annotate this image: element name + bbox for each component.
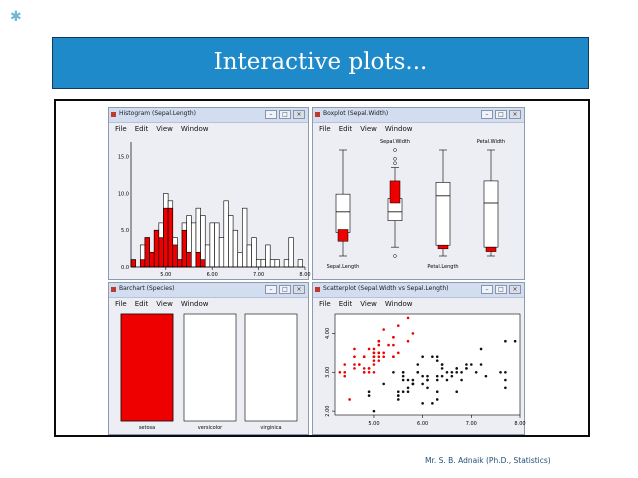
scatter-point: [455, 367, 458, 370]
close-button[interactable]: ×: [509, 285, 521, 294]
histogram-bar: [261, 260, 266, 267]
histogram-bar: [256, 260, 261, 267]
scatter-point: [416, 363, 419, 366]
box-footer-label: Petal.Length: [427, 264, 459, 270]
box-selected: [390, 181, 400, 203]
boxplot-window: [312, 107, 525, 280]
app-icon: [111, 112, 116, 117]
menu-window[interactable]: Window: [180, 300, 209, 308]
scatter-point: [402, 390, 405, 393]
app-icon: [315, 112, 320, 117]
scatter-point: [436, 359, 439, 362]
y-tick-label: 10.0: [117, 191, 129, 198]
y-tick-label: 2.00: [325, 405, 331, 417]
x-tick-label: 8.00: [299, 272, 311, 278]
histogram-bar: [224, 201, 229, 267]
scatter-point: [407, 387, 410, 390]
scatter-point: [441, 363, 444, 366]
menu-view[interactable]: View: [156, 125, 173, 133]
y-tick-label: 5.0: [121, 228, 129, 235]
scatter-point: [343, 371, 346, 374]
scatter-point: [407, 317, 410, 320]
scatter-point: [421, 402, 424, 405]
scatter-point: [451, 371, 454, 374]
scatter-point: [407, 340, 410, 343]
histogram-bar: [228, 216, 233, 267]
menu-view[interactable]: View: [360, 125, 377, 133]
histogram-bar: [201, 216, 206, 267]
menu-edit[interactable]: Edit: [134, 125, 149, 133]
bar-selected: [121, 314, 173, 421]
x-tick-label: 5.00: [160, 272, 172, 278]
scatter-point: [373, 371, 376, 374]
plot-area: [335, 314, 520, 415]
box-outlier: [394, 162, 397, 165]
x-tick-label: 6.00: [417, 421, 429, 427]
box-outlier: [394, 149, 397, 152]
scatter-point: [436, 390, 439, 393]
scatter-point: [339, 371, 342, 374]
scatter-point: [426, 375, 429, 378]
histogram-bar: [252, 238, 257, 267]
scatter-point: [431, 355, 434, 358]
window-titlebar[interactable]: [109, 108, 308, 123]
scatter-point: [368, 371, 371, 374]
boxplot-chart[interactable]: [313, 136, 524, 279]
scatter-point: [455, 390, 458, 393]
minimize-button[interactable]: –: [481, 285, 493, 294]
scatter-point: [485, 375, 488, 378]
scatter-point: [378, 359, 381, 362]
scatter-point: [504, 340, 507, 343]
scatter-point: [465, 367, 468, 370]
barchart-window: [108, 282, 309, 435]
minimize-button[interactable]: –: [265, 285, 277, 294]
close-button[interactable]: ×: [509, 110, 521, 119]
scatter-point: [392, 371, 395, 374]
box-header-label: Sepal.Width: [380, 139, 410, 145]
histogram-bar-selected: [187, 252, 192, 267]
scatter-point: [441, 375, 444, 378]
y-tick-label: 3.00: [325, 366, 331, 378]
histogram-window: [108, 107, 309, 280]
window-titlebar[interactable]: [313, 108, 524, 123]
menu-window[interactable]: Window: [180, 125, 209, 133]
scatter-point: [397, 352, 400, 355]
x-tick-label: 6.00: [206, 272, 218, 278]
scatter-point: [514, 340, 517, 343]
scatter-point: [397, 394, 400, 397]
scatter-point: [470, 363, 473, 366]
x-tick-label: 7.00: [465, 421, 477, 427]
scatter-point: [412, 379, 415, 382]
histogram-bar-selected: [196, 252, 201, 267]
scatter-point: [363, 371, 366, 374]
minimize-button[interactable]: –: [481, 110, 493, 119]
box: [336, 194, 350, 232]
maximize-button[interactable]: □: [279, 110, 291, 119]
scatter-point: [368, 390, 371, 393]
x-tick-label: 8.00: [514, 421, 526, 427]
scatter-point: [407, 379, 410, 382]
window-title: Barchart (Species): [119, 285, 175, 292]
scatter-point: [426, 379, 429, 382]
window-title: Histogram (Sepal.Length): [119, 110, 196, 117]
scatter-point: [343, 375, 346, 378]
scatter-point: [378, 352, 381, 355]
box-selected: [338, 230, 348, 242]
histogram-bar: [270, 260, 275, 267]
y-tick-label: 0.0: [121, 265, 129, 271]
menu-file[interactable]: File: [319, 300, 331, 308]
scatter-point: [378, 344, 381, 347]
scatter-point: [436, 375, 439, 378]
histogram-bar-selected: [140, 260, 145, 267]
scatter-point: [382, 328, 385, 331]
bullet-star-icon: ✱: [10, 9, 22, 25]
scatter-point: [426, 387, 429, 390]
maximize-button[interactable]: □: [495, 285, 507, 294]
scatter-point: [436, 398, 439, 401]
box-footer-label: Sepal.Length: [326, 264, 360, 270]
minimize-button[interactable]: –: [265, 110, 277, 119]
scatter-point: [397, 398, 400, 401]
scatter-point: [436, 379, 439, 382]
histogram-bar: [191, 223, 196, 267]
scatter-point: [382, 383, 385, 386]
bar-category-label: setosa: [138, 425, 156, 431]
menubar: [115, 300, 209, 308]
histogram-bar: [266, 245, 271, 267]
scatterplot-chart[interactable]: [313, 311, 524, 434]
histogram-bar: [284, 260, 289, 267]
histogram-chart[interactable]: [109, 136, 311, 279]
histogram-bar: [205, 245, 210, 267]
scatter-point: [504, 371, 507, 374]
box: [436, 182, 450, 245]
scatter-point: [392, 355, 395, 358]
y-tick-label: 4.00: [325, 327, 331, 339]
scatter-point: [373, 359, 376, 362]
histogram-bar-selected: [173, 245, 178, 267]
histogram-bar: [298, 260, 303, 267]
bar: [245, 314, 297, 421]
barchart-chart[interactable]: [109, 311, 308, 434]
histogram-bar: [242, 208, 247, 267]
x-tick-label: 5.00: [368, 421, 380, 427]
scatterplot-window: [312, 282, 525, 435]
scatter-point: [378, 355, 381, 358]
window-titlebar[interactable]: [109, 283, 308, 298]
scatter-point: [353, 355, 356, 358]
scatter-point: [363, 355, 366, 358]
histogram-bar: [215, 223, 220, 267]
scatter-point: [446, 379, 449, 382]
scatter-point: [373, 410, 376, 413]
menu-window[interactable]: Window: [384, 125, 413, 133]
menubar: [115, 125, 209, 133]
histogram-bar-selected: [182, 230, 187, 267]
scatter-point: [460, 379, 463, 382]
scatter-point: [373, 355, 376, 358]
menu-view[interactable]: View: [360, 300, 377, 308]
histogram-bar: [289, 238, 294, 267]
scatter-point: [436, 355, 439, 358]
app-icon: [111, 287, 116, 292]
histogram-bar-selected: [159, 238, 164, 267]
scatter-point: [387, 344, 390, 347]
scatter-point: [373, 363, 376, 366]
histogram-bar-selected: [131, 260, 136, 267]
histogram-bar-selected: [154, 230, 159, 267]
footer-author: Mr. S. B. Adnaik (Ph.D., Statistics): [425, 456, 551, 465]
box-selected: [486, 247, 496, 251]
scatter-point: [343, 363, 346, 366]
scatter-point: [397, 324, 400, 327]
scatter-point: [431, 402, 434, 405]
scatter-point: [373, 352, 376, 355]
scatter-point: [416, 371, 419, 374]
maximize-button[interactable]: □: [495, 110, 507, 119]
scatter-point: [455, 371, 458, 374]
scatter-point: [392, 336, 395, 339]
scatter-point: [402, 379, 405, 382]
scatter-point: [475, 371, 478, 374]
scatter-point: [378, 340, 381, 343]
scatter-point: [412, 332, 415, 335]
slide-title: Interactive plots...: [213, 49, 428, 75]
menubar: [319, 300, 413, 308]
scatter-point: [363, 367, 366, 370]
box-selected: [438, 245, 448, 249]
scatter-point: [382, 355, 385, 358]
scatter-point: [504, 379, 507, 382]
bar-category-label: virginica: [260, 425, 282, 431]
y-tick-label: 15.0: [117, 154, 129, 161]
scatter-point: [358, 363, 361, 366]
x-tick-label: 7.00: [253, 272, 265, 278]
scatter-point: [412, 383, 415, 386]
scatter-point: [421, 375, 424, 378]
scatter-point: [407, 390, 410, 393]
scatter-point: [353, 348, 356, 351]
window-titlebar[interactable]: [313, 283, 524, 298]
box: [484, 181, 498, 247]
scatter-point: [446, 371, 449, 374]
scatter-point: [402, 371, 405, 374]
scatter-point: [480, 348, 483, 351]
scatter-point: [397, 390, 400, 393]
maximize-button[interactable]: □: [279, 285, 291, 294]
histogram-bar: [210, 223, 215, 267]
scatter-point: [504, 387, 507, 390]
scatter-point: [421, 383, 424, 386]
menu-edit[interactable]: Edit: [338, 125, 353, 133]
scatter-point: [465, 363, 468, 366]
scatter-point: [480, 363, 483, 366]
close-button[interactable]: ×: [293, 110, 305, 119]
histogram-bar-selected: [177, 260, 182, 267]
slide-title-bar: [52, 37, 589, 89]
window-title: Scatterplot (Sepal.Width vs Sepal.Length): [323, 285, 449, 292]
scatter-point: [451, 375, 454, 378]
scatter-point: [460, 371, 463, 374]
scatter-point: [353, 363, 356, 366]
menubar: [319, 125, 413, 133]
scatter-point: [421, 355, 424, 358]
box-outlier: [394, 157, 397, 160]
scatter-point: [382, 352, 385, 355]
histogram-bar-selected: [201, 260, 206, 267]
histogram-bar: [238, 252, 243, 267]
scatter-point: [368, 394, 371, 397]
menu-file[interactable]: File: [115, 125, 127, 133]
box-outlier: [394, 255, 397, 258]
screenshot-frame: [54, 99, 590, 437]
menu-file[interactable]: File: [319, 125, 331, 133]
window-title: Boxplot (Sepal.Width): [323, 110, 389, 117]
menu-view[interactable]: View: [156, 300, 173, 308]
bar-category-label: versicolor: [197, 425, 223, 431]
scatter-point: [368, 367, 371, 370]
menu-window[interactable]: Window: [384, 300, 413, 308]
scatter-point: [392, 344, 395, 347]
app-icon: [315, 287, 320, 292]
histogram-bar: [233, 230, 238, 267]
box-header-label: Petal.Width: [476, 139, 506, 145]
scatter-point: [348, 398, 351, 401]
scatter-point: [353, 367, 356, 370]
histogram-bar-selected: [150, 252, 155, 267]
scatter-point: [499, 371, 502, 374]
scatter-point: [368, 348, 371, 351]
histogram-bar: [275, 260, 280, 267]
histogram-bar: [219, 238, 224, 267]
close-button[interactable]: ×: [293, 285, 305, 294]
menu-edit[interactable]: Edit: [134, 300, 149, 308]
menu-edit[interactable]: Edit: [338, 300, 353, 308]
histogram-bar-selected: [163, 208, 168, 267]
histogram-bar: [247, 245, 252, 267]
histogram-bar-selected: [145, 238, 150, 267]
scatter-point: [373, 348, 376, 351]
menu-file[interactable]: File: [115, 300, 127, 308]
histogram-bar-selected: [168, 208, 173, 267]
scatter-point: [402, 375, 405, 378]
bar: [184, 314, 236, 421]
scatter-point: [441, 367, 444, 370]
